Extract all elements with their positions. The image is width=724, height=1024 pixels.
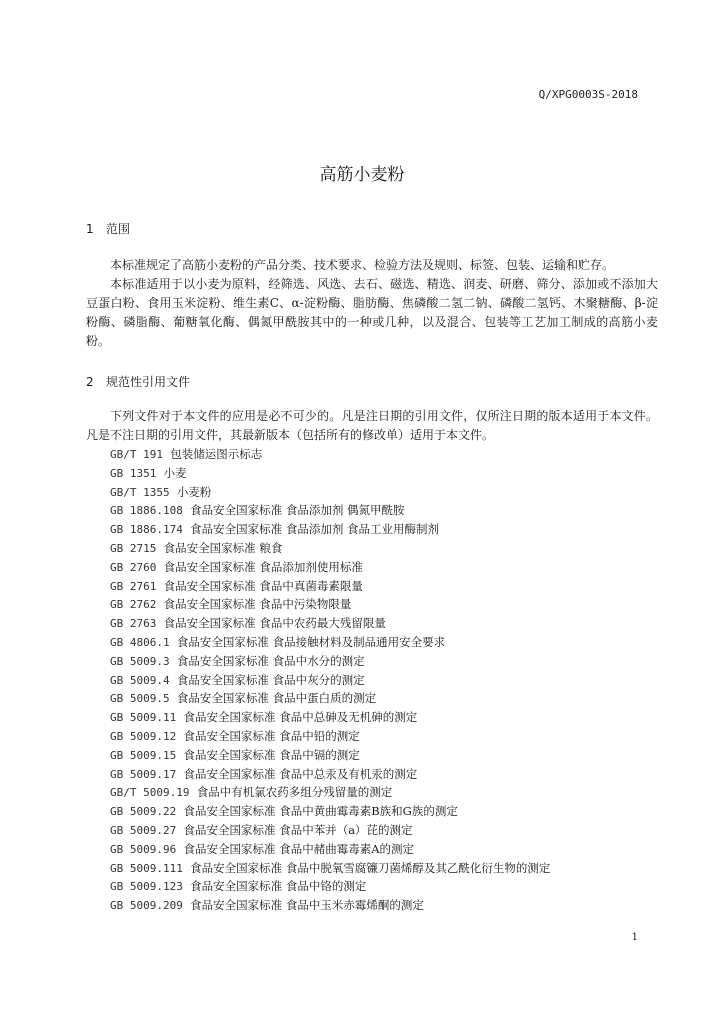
reference-title: 包装储运图示标志 [170, 447, 263, 461]
reference-code: GB 5009.27 [110, 823, 177, 837]
reference-code: GB 5009.111 [110, 861, 183, 875]
reference-item [110, 652, 550, 671]
reference-code: GB 5009.15 [110, 748, 177, 762]
reference-title: 食品安全国家标准 食品中水分的测定 [176, 653, 365, 668]
reference-code: GB 2763 [110, 617, 157, 631]
reference-item [110, 558, 550, 577]
reference-item [110, 445, 550, 464]
reference-code: GB/T 191 [110, 448, 163, 461]
reference-code: GB 2761 [110, 579, 157, 593]
reference-title: 食品安全国家标准 食品中总汞及有机汞的测定 [183, 766, 418, 781]
reference-title: 小麦粉 [176, 484, 212, 499]
reference-code: GB 5009.5 [110, 692, 170, 706]
page-title: 高筋小麦粉 [319, 165, 405, 185]
reference-code: GB 5009.11 [110, 711, 177, 725]
reference-title: 食品安全国家标准 食品中黄曲霉毒素B族和G族的测定 [183, 804, 458, 819]
reference-item [110, 501, 550, 520]
reference-code: GB 1351 [110, 466, 157, 480]
reference-item [110, 708, 550, 727]
reference-item [110, 783, 550, 802]
reference-code: GB 2762 [110, 598, 157, 612]
reference-title: 食品安全国家标准 食品接触材料及制品通用安全要求 [176, 634, 446, 649]
reference-code: GB 5009.17 [110, 767, 177, 781]
reference-item [110, 633, 550, 652]
reference-item [110, 539, 550, 558]
reference-code: GB 5009.96 [110, 842, 177, 856]
reference-title: 食品安全国家标准 食品中总砷及无机砷的测定 [183, 710, 418, 725]
page-number: 1 [631, 932, 638, 943]
section-heading-references [86, 373, 190, 390]
reference-item [110, 802, 550, 821]
reference-item [110, 765, 550, 784]
reference-title: 食品安全国家标准 食品中镉的测定 [183, 747, 360, 762]
reference-title: 食品安全国家标准 食品中赭曲霉毒素A的测定 [183, 841, 415, 856]
reference-code: GB 2760 [110, 560, 157, 574]
reference-list [110, 445, 550, 915]
reference-code: GB 5009.123 [110, 880, 183, 894]
reference-title: 食品安全国家标准 食品中污染物限量 [163, 597, 352, 612]
reference-code: GB 1886.108 [110, 504, 183, 518]
section-title: 范围 [106, 222, 131, 236]
reference-item [110, 483, 550, 502]
section-number: 1 [86, 222, 94, 236]
reference-code: GB 2715 [110, 541, 157, 555]
reference-item [110, 859, 550, 878]
reference-title: 小麦 [163, 465, 187, 480]
reference-code: GB 5009.209 [110, 899, 183, 913]
reference-item [110, 671, 550, 690]
reference-title: 食品安全国家标准 食品添加剂使用标准 [163, 559, 363, 574]
reference-item [110, 821, 550, 840]
reference-item [110, 877, 550, 896]
reference-code: GB 5009.22 [110, 805, 177, 819]
paragraph: 下列文件对于本文件的应用是必不可少的。凡是注日期的引用文件，仅所注日期的版本适用于本文件。凡是不注日期的引用文件，其最新版本（包括所有的修改单）适用于本文件。 [86, 409, 658, 442]
reference-item [110, 520, 550, 539]
reference-item [110, 896, 550, 915]
reference-item [110, 727, 550, 746]
reference-code: GB 5009.3 [110, 654, 170, 668]
reference-title: 食品安全国家标准 食品中灰分的测定 [176, 672, 365, 687]
reference-code: GB 5009.12 [110, 729, 177, 743]
reference-code: GB/T 5009.19 [110, 786, 190, 800]
reference-title: 食品安全国家标准 食品添加剂 食品工业用酶制剂 [190, 522, 439, 537]
reference-title: 食品安全国家标准 食品中农药最大残留限量 [163, 616, 386, 631]
section-title: 规范性引用文件 [106, 375, 191, 389]
paragraph: 本标准规定了高筋小麦粉的产品分类、技术要求、检验方法及规则、标签、包装、运输和贮存。 [110, 258, 615, 272]
section-number: 2 [86, 375, 94, 389]
reference-title: 食品安全国家标准 食品中苯并（a）芘的测定 [183, 822, 413, 837]
reference-title: 食品安全国家标准 食品添加剂 偶氮甲酰胺 [190, 503, 405, 518]
reference-code: GB 5009.4 [110, 673, 170, 687]
reference-title: 食品安全国家标准 食品中蛋白质的测定 [176, 691, 377, 706]
paragraph: 本标准适用于以小麦为原料，经筛选、风选、去石、磁选、精选、润麦、研磨、筛分、添加或不添加大豆蛋白粉、食用玉米淀粉、维生素C、α-淀粉酶、脂肪酶、焦磷酸二氢二钠、磷酸二氢钙、木聚糖酶、β-淀粉酶、磷脂酶、葡糖氧化酶、偶氮甲酰胺其中的一种或几种，以及混合、包装等工艺加工制成的高筋小麦粉。 [86, 277, 658, 348]
reference-item [110, 464, 550, 483]
reference-item [110, 746, 550, 765]
standard-code: Q/XPG0003S-2018 [538, 88, 638, 101]
reference-item [110, 614, 550, 633]
reference-item [110, 840, 550, 859]
reference-title: 食品中有机氯农药多组分残留量的测定 [196, 785, 393, 800]
reference-item [110, 689, 550, 708]
reference-title: 食品安全国家标准 食品中脱氧雪腐镰刀菌烯醇及其乙酰化衍生物的测定 [190, 860, 551, 875]
reference-title: 食品安全国家标准 食品中玉米赤霉烯酮的测定 [190, 898, 424, 913]
reference-item [110, 577, 550, 596]
reference-code: GB/T 1355 [110, 485, 170, 499]
reference-title: 食品安全国家标准 食品中真菌毒素限量 [163, 578, 363, 593]
reference-code: GB 4806.1 [110, 635, 170, 649]
reference-code: GB 1886.174 [110, 523, 183, 537]
section-heading-scope [86, 220, 130, 237]
reference-item [110, 595, 550, 614]
reference-title: 食品安全国家标准 食品中铬的测定 [190, 879, 367, 894]
reference-title: 食品安全国家标准 食品中铅的测定 [183, 728, 360, 743]
reference-title: 食品安全国家标准 粮食 [163, 540, 283, 555]
